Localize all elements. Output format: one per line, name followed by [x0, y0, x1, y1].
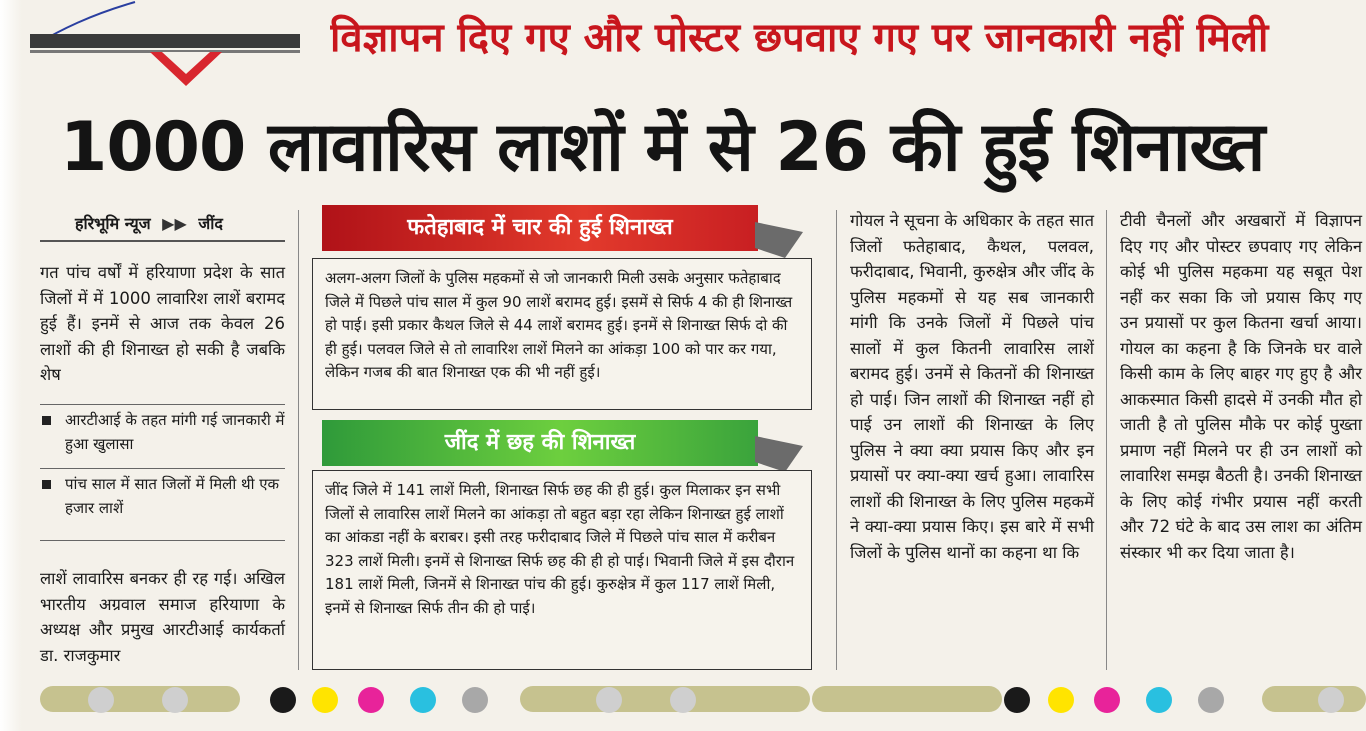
- page-edge: [0, 0, 22, 731]
- highlight-text: आरटीआई के तहत मांगी गई जानकारी में हुआ खुलासा: [65, 411, 285, 453]
- registration-bar: [812, 686, 1002, 712]
- byline-city: जींद: [198, 214, 223, 233]
- column-divider: [836, 210, 837, 670]
- registration-dot-icon: [670, 687, 696, 713]
- banner-fold-icon: [755, 222, 803, 258]
- registration-bar: [520, 686, 810, 712]
- bullets-mid-rule: [40, 468, 285, 469]
- byline-source: हरिभूमि न्यूज: [75, 214, 151, 233]
- registration-dot-icon: [1318, 687, 1344, 713]
- column-1-continued-text: लाशें लावारिस बनकर ही रह गई। अखिल भारतीय अग्रवाल समाज हरियाणा के अध्यक्ष और प्रमुख आरटीआई कार्यकर्ता डा. राजकुमार: [40, 569, 285, 665]
- registration-dot-yellow-icon: [312, 687, 338, 713]
- list-item: [40, 408, 285, 456]
- square-bullet-icon: [42, 416, 51, 425]
- registration-dot-gray-icon: [462, 687, 488, 713]
- registration-dot-icon: [596, 687, 622, 713]
- registration-dot-gray-icon: [1198, 687, 1224, 713]
- registration-dot-icon: [88, 687, 114, 713]
- registration-bar: [1262, 686, 1366, 712]
- column-1-intro-text: गत पांच वर्षों में हरियाणा प्रदेश के सात जिलों में में 1000 लावारिश लाशें बरामद हुई हैं। इनमें से आज तक केवल 26 लाशों की ही शिनाख्त हो सकी है जबकि शेष: [40, 263, 285, 384]
- highlights-list: [40, 408, 285, 530]
- kicker-headline: विज्ञापन दिए गए और पोस्टर छपवाए गए पर जानकारी नहीं मिली: [330, 15, 1269, 61]
- double-arrow-icon: ▶▶: [162, 214, 187, 233]
- registration-dot-magenta-icon: [358, 687, 384, 713]
- main-headline: 1000 लावारिस लाशों में से 26 की हुई शिनाख्त: [60, 108, 1265, 187]
- registration-dot-cyan-icon: [1146, 687, 1172, 713]
- box-1-fatehabad: [312, 258, 812, 410]
- registration-dot-black-icon: [270, 687, 296, 713]
- square-bullet-icon: [42, 480, 51, 489]
- registration-dot-black-icon: [1004, 687, 1030, 713]
- bullets-top-rule: [40, 404, 285, 405]
- chevron-inner-icon: [162, 52, 210, 74]
- list-item: [40, 472, 285, 520]
- registration-bar: [40, 686, 240, 712]
- column-3: [850, 208, 1094, 565]
- column-divider: [298, 210, 299, 670]
- column-4: [1120, 208, 1362, 565]
- box-1-title-banner: फतेहाबाद में चार की हुई शिनाख्त: [322, 205, 758, 251]
- column-1-intro: [40, 260, 285, 388]
- byline-divider: [40, 240, 285, 242]
- box-1-text: अलग-अलग जिलों के पुलिस महकमों से जो जानकारी मिली उसके अनुसार फतेहाबाद जिले में पिछले पांच साल में कुल 90 लाशें बरामद हुई। इसमें से सिर्फ 4 की ही शिनाख्त हो पाई। इसी प्रकार कैथल जिले से 44 लाशें बरामद हुई। इनमें से शिनाख्त सिर्फ दो की ही हुई। पलवल जिले से तो लावारिश लाशें मिलने का आंकड़ा 100 को पार कर गया, लेकिन गजब की बात शिनाख्त एक की भी नहीं हुई।: [325, 269, 793, 381]
- column-3-text: गोयल ने सूचना के अधिकार के तहत सात जिलों फतेहाबाद, कैथल, पलवल, फरीदाबाद, भिवानी, कुरुक्षेत्र और जींद के पुलिस महकमों से यह सब जानकारी मांगी कि उनके जिलों में पिछले पांच सालों में कुल कितनी लावारिस लाशें बरामद हुई। उनमें से कितनों की शिनाख्त हो पाई। जिन लाशों की शिनाख्त नहीं हो पाई उन लाशों की शिनाख्त के लिए पुलिस ने क्या क्या प्रयास किए और इन प्रयासों पर क्या-क्या खर्च हुआ। लावारिस लाशों की शिनाख्त के लिए पुलिस महकमें ने क्या-क्या प्रयास किए। इस बारे में सभी जिलों के पुलिस थानों का कहना था कि: [850, 211, 1094, 562]
- box-2-text: जींद जिले में 141 लाशें मिली, शिनाख्त सिर्फ छह की ही हुई। कुल मिलाकर इन सभी जिलों से लावारिस लाशें मिलने का आंकड़ा तो बहुत बड़ा रहा लेकिन शिनाख्त हुई लाशों का आंकडा नहीं के बराबर। इसी तरह फरीदाबाद जिले में पिछले पांच साल में करीबन 323 लाशें मिली। इनमें से शिनाख्त सिर्फ छह की ही हो पाई। भिवानी जिले में इस दौरान 181 लाशें मिली, जिनमें से शिनाख्त पांच की हुई। कुरुक्षेत्र में कुल 117 लाशें मिली, इनमें से शिनाख्त सिर्फ तीन की हो पाई।: [325, 481, 795, 617]
- box-2-jind: [312, 470, 812, 670]
- banner-fold-icon: [755, 436, 803, 472]
- column-4-text: टीवी चैनलों और अखबारों में विज्ञापन दिए गए और पोस्टर छपवाए गए लेकिन कोई भी पुलिस महकमा यह सबूत पेश नहीं कर सका कि जो प्रयास किए गए उन प्रयासों पर कुल कितना खर्चा आया। गोयल का कहना है कि जिनके घर वाले किसी काम के लिए बाहर गए हुए है और आकस्मात किसी हादसे में उनकी मौत हो जाती है तो पुलिस मौके पर कोई पुख्ता प्रमाण नहीं मिलने पर ही उन लाशों को लावारिश समझ बैठती है। उनकी शिनाख्त के लिए कोई गंभीर प्रयास नहीं करती और 72 घंटे के बाद उस लाश का अंतिम संस्कार भी कर दिया जाता है।: [1120, 211, 1362, 562]
- registration-dot-cyan-icon: [410, 687, 436, 713]
- registration-dot-magenta-icon: [1094, 687, 1120, 713]
- column-divider: [1106, 210, 1107, 670]
- column-1-continued: [40, 566, 285, 668]
- registration-dot-yellow-icon: [1048, 687, 1074, 713]
- kicker-rule: [30, 34, 300, 48]
- highlight-text: पांच साल में सात जिलों में मिली थी एक हजार लाशें: [65, 475, 280, 517]
- bullets-bottom-rule: [40, 540, 285, 541]
- registration-dot-icon: [162, 687, 188, 713]
- box-2-title-banner: जींद में छह की शिनाख्त: [322, 420, 758, 466]
- byline: [75, 212, 223, 234]
